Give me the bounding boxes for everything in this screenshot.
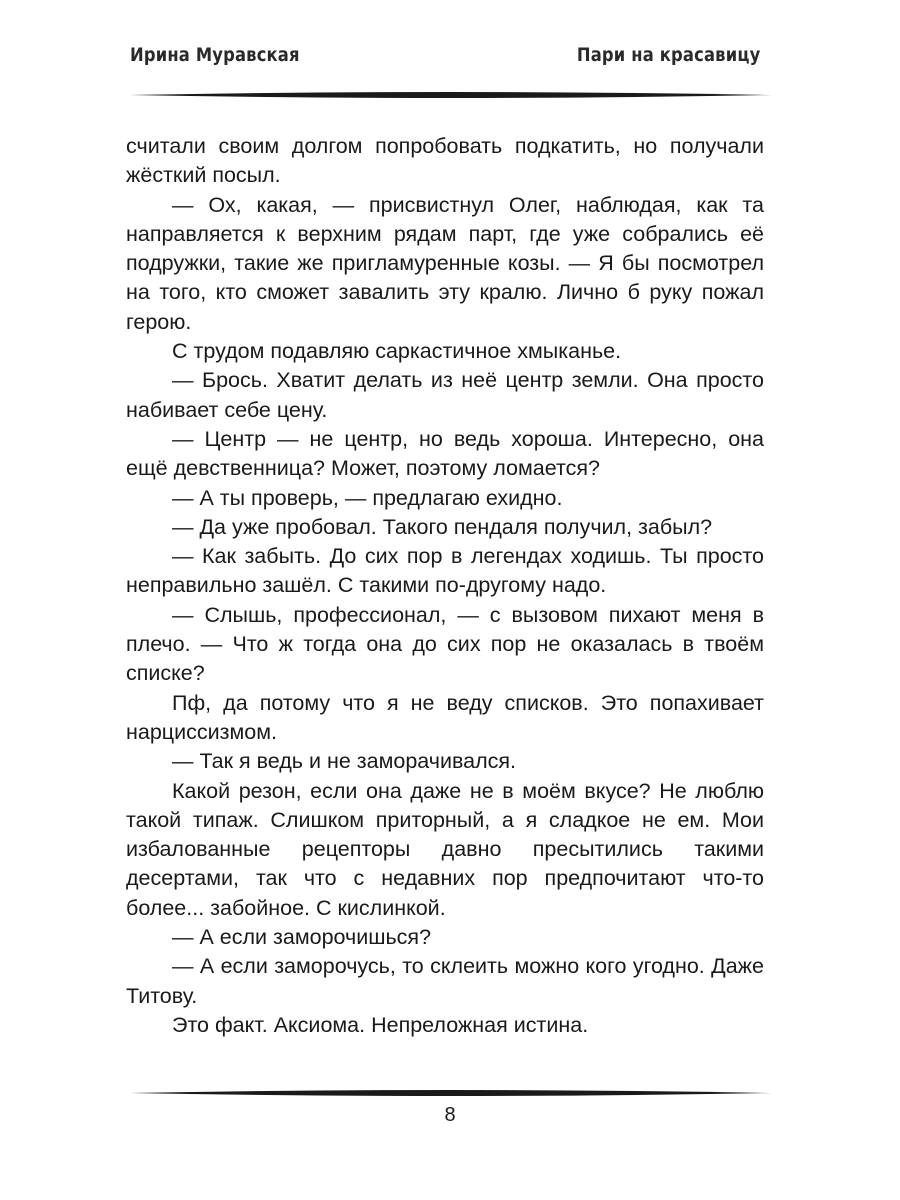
paragraph: С трудом подавляю саркастичное хмыканье. [172,339,622,364]
paragraph: Это факт. Аксиома. Непреложная истина. [172,1012,589,1037]
paragraph: — Слышь, профессионал, — с вызовом пихают меня в плечо. — Что ж тогда она до сих пор не оказалась в твоём списке? [126,602,764,686]
paragraph: Пф, да потому что я не веду списков. Это попахивает нарциссизмом. [126,690,764,744]
paragraph: — А ты проверь, — предлагаю ехидно. [172,485,563,510]
running-header [130,44,760,74]
body-text [126,132,764,1040]
paragraph: — Центр — не центр, но ведь хороша. Интересно, она ещё девственница? Может, поэтому ломается? [126,426,764,481]
header-book-title: Пари на красавицу [576,44,760,66]
paragraph: — Так я ведь и не заморачивался. [172,749,517,774]
header-divider [130,90,772,100]
paragraph: считали своим долгом попробовать подкатить, но получали жёсткий посыл. [126,134,764,188]
footer-divider [130,1088,772,1098]
paragraph: — Брось. Хватит делать из неё центр земли. Она просто набивает себе цену. [126,368,764,422]
paragraph: — Ох, какая, — присвистнул Олег, наблюдая, как та направляется к верхним рядам парт, где уже собрались её подружки, такие же пригламуренные козы. — Я бы посмотрел на того, кто сможет завалить эту кралю. Лично б руку пожал герою. [126,192,764,334]
header-author: Ирина Муравская [130,44,300,66]
paragraph: — Как забыть. До сих пор в легендах ходишь. Ты просто неправильно зашёл. С такими по-другому надо. [126,544,764,598]
paragraph: — А если заморочусь, то склеить можно кого угодно. Даже Титову. [126,954,764,1008]
paragraph: Какой резон, если она даже не в моём вкусе? Не люблю такой типаж. Слишком приторный, а я сладкое не ем. Мои избалованные рецепторы давно пресытились такими десертами, так что с недавних пор предпочитают что-то более... забойное. С кислинкой. [126,778,764,920]
page-number: 8 [444,1104,456,1126]
paragraph: — А если заморочишься? [172,925,432,950]
paragraph: — Да уже пробовал. Такого пендаля получил, забыл? [172,514,713,539]
